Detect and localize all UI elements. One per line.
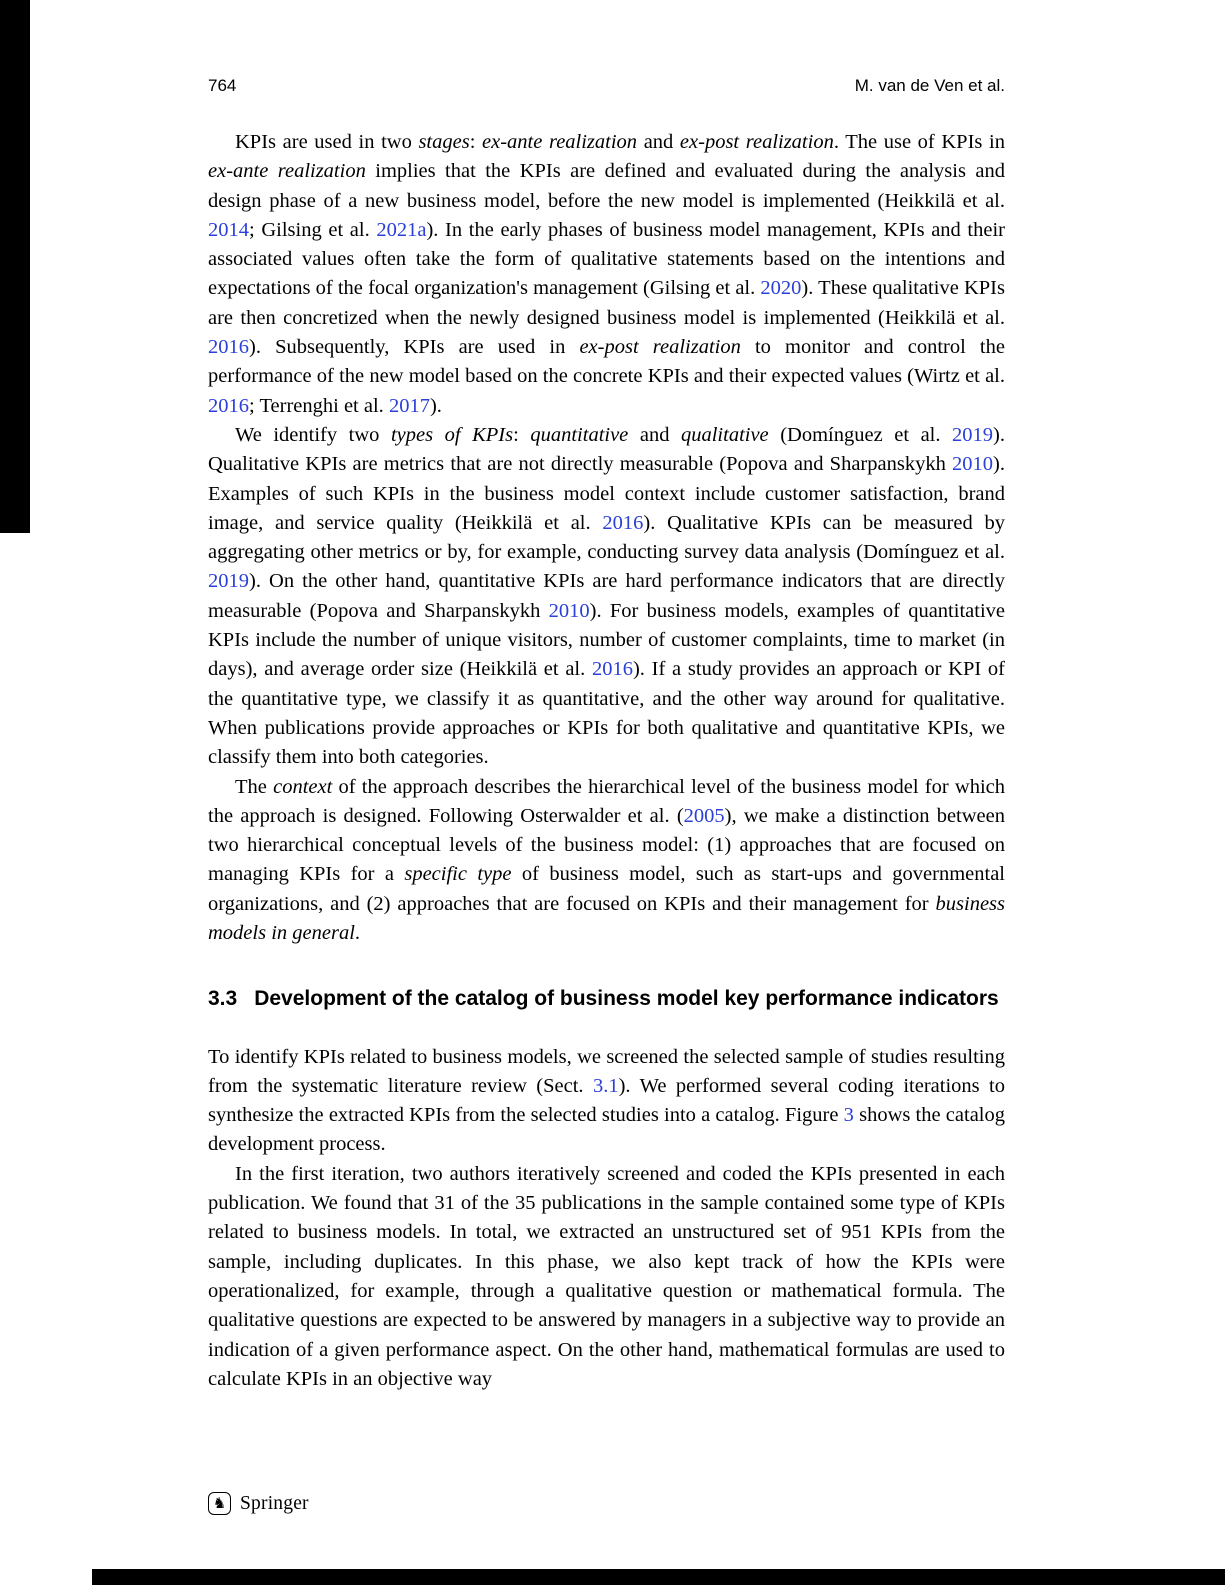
body-text: ), we make a distinction between two hierarchical conceptual levels of the business model: (1) approaches that are focused on managing KPIs for a — [208, 804, 1005, 886]
article-body — [208, 128, 1005, 1394]
page-footer — [208, 1492, 309, 1515]
body-text: of business model, such as start-ups and governmental organizations, and (2) approaches that are focused on KPIs and their management for — [208, 863, 1005, 915]
scan-artifact-left — [0, 0, 30, 533]
body-text: The — [235, 775, 274, 798]
emphasis-text: qualitative — [680, 423, 769, 446]
emphasis-text: business models in general — [208, 892, 1005, 945]
body-text: ). In the early phases of business model management, KPIs and their associated values often take the form of qualitative statements based on the intentions and expectations of the focal organization's management (Gilsing et al. — [208, 218, 1006, 300]
citation-link[interactable]: 2010 — [952, 453, 994, 476]
citation-link[interactable]: 2017 — [388, 394, 430, 417]
citation-link[interactable]: 3 — [843, 1104, 854, 1127]
body-text: ; Gilsing et al. — [249, 218, 377, 241]
paragraph — [208, 1160, 1005, 1394]
emphasis-text: ex-post realization — [679, 131, 834, 153]
body-text: ). If a study provides an approach or KPI of the quantitative type, we classify it as quantitative, and the other way around for qualitative. When publications provide approaches or KPIs for both qualitative and quantitative KPIs, we classify them into both categories. — [208, 658, 1005, 769]
citation-link[interactable]: 2020 — [760, 277, 802, 300]
body-text: . The use of KPIs in — [833, 131, 1005, 153]
emphasis-text: quantitative — [530, 423, 629, 446]
page-number: 764 — [208, 76, 237, 95]
citation-link[interactable]: 2016 — [208, 394, 249, 417]
citation-link[interactable]: 2016 — [591, 658, 633, 681]
running-title: M. van de Ven et al. — [854, 76, 1005, 95]
citation-link[interactable]: 2021a — [376, 218, 427, 241]
emphasis-text: context — [273, 775, 333, 798]
body-text: ). Qualitative KPIs are metrics that are not directly measurable (Popova and Sharpanskykh — [208, 423, 1005, 476]
body-text: : — [513, 423, 531, 446]
body-text: and — [628, 423, 681, 446]
body-text: of the approach describes the hierarchical level of the business model for which the approach is designed. Following Osterwalder et al. ( — [208, 775, 1006, 827]
publisher-name: Springer — [240, 1492, 309, 1514]
section-number: 3.3 — [208, 987, 238, 1011]
emphasis-text: ex-post realization — [579, 336, 741, 359]
emphasis-text: ex-ante realization — [482, 131, 638, 153]
body-text: ; Terrenghi et al. — [249, 394, 389, 417]
body-text: and — [637, 131, 680, 153]
citation-link[interactable]: 2010 — [548, 599, 590, 622]
body-text: KPIs are used in two — [235, 131, 419, 153]
body-text: implies that the KPIs are defined and evaluated during the analysis and design phase of a new business model, before the new model is implemented (Heikkilä et al. — [208, 160, 1005, 212]
section-title: Development of the catalog of business model key performance indicators — [254, 987, 999, 1011]
emphasis-text: types of KPIs — [390, 423, 514, 446]
citation-link[interactable]: 2019 — [208, 570, 249, 593]
body-text: to monitor and control the performance of the new model based on the concrete KPIs and their expected values (Wirtz et al. — [208, 336, 1005, 388]
body-text: To identify KPIs related to business models, we screened the selected sample of studies resulting from the systematic literature review (Sect. — [208, 1045, 1005, 1097]
springer-knight-icon — [208, 1492, 231, 1515]
paragraph — [208, 128, 1005, 421]
section-heading — [208, 986, 1005, 1012]
body-text: (Domínguez et al. — [768, 423, 953, 446]
emphasis-text: stages — [418, 131, 470, 153]
citation-link[interactable]: 2016 — [208, 336, 249, 359]
emphasis-text: specific type — [404, 863, 512, 886]
body-text: ). These qualitative KPIs are then concretized when the newly designed business model is implemented (Heikkilä et al. — [208, 277, 1005, 329]
body-text: We identify two — [235, 423, 391, 446]
scan-artifact-bottom — [92, 1569, 1225, 1585]
body-text: ). We performed several coding iterations to synthesize the extracted KPIs from the selected studies into a catalog. Figure — [208, 1074, 1005, 1127]
citation-link[interactable]: 3.1 — [592, 1074, 619, 1097]
body-text: ). For business models, examples of quantitative KPIs include the number of unique visitors, number of customer complaints, time to market (in days), and average order size (Heikkilä et al. — [208, 599, 1005, 681]
paragraph — [208, 773, 1005, 949]
citation-link[interactable]: 2019 — [952, 423, 994, 446]
citation-link[interactable]: 2016 — [602, 511, 644, 534]
body-text: ). Qualitative KPIs can be measured by aggregating other metrics or by, for example, conducting survey data analysis (Domínguez et al. — [208, 511, 1005, 564]
body-text: shows the catalog development process. — [208, 1104, 1005, 1156]
paragraph — [208, 1043, 1005, 1160]
body-text: In the first iteration, two authors iteratively screened and coded the KPIs presented in each publication. We found that 31 of the 35 publications in the sample contained some type of KPIs related to business models. In total, we extracted an unstructured set of 951 KPIs from the sample, including duplicates. In this phase, we also kept track of how the KPIs were operationalized, for example, through a qualitative question or mathematical formula. The qualitative questions are expected to be answered by managers in a subjective way to provide an indication of a given performance aspect. On the other hand, mathematical formulas are used to calculate KPIs in an objective way — [208, 1162, 1005, 1390]
page-header — [208, 76, 1005, 96]
knight-glyph: ♞ — [212, 1494, 227, 1512]
paragraph — [208, 421, 1005, 773]
citation-link[interactable]: 2005 — [683, 804, 725, 827]
body-text: ). Examples of such KPIs in the business model context include customer satisfaction, brand image, and service quality (Heikkilä et al. — [208, 453, 1005, 534]
body-text: ). Subsequently, KPIs are used in — [249, 336, 580, 359]
body-text: : — [469, 131, 483, 153]
emphasis-text: ex-ante realization — [208, 160, 366, 183]
body-text: . — [354, 922, 361, 945]
body-text: ). — [429, 394, 442, 417]
citation-link[interactable]: 2014 — [208, 218, 249, 241]
body-text: ). On the other hand, quantitative KPIs are hard performance indicators that are directly measurable (Popova and Sharpanskykh — [208, 570, 1005, 622]
